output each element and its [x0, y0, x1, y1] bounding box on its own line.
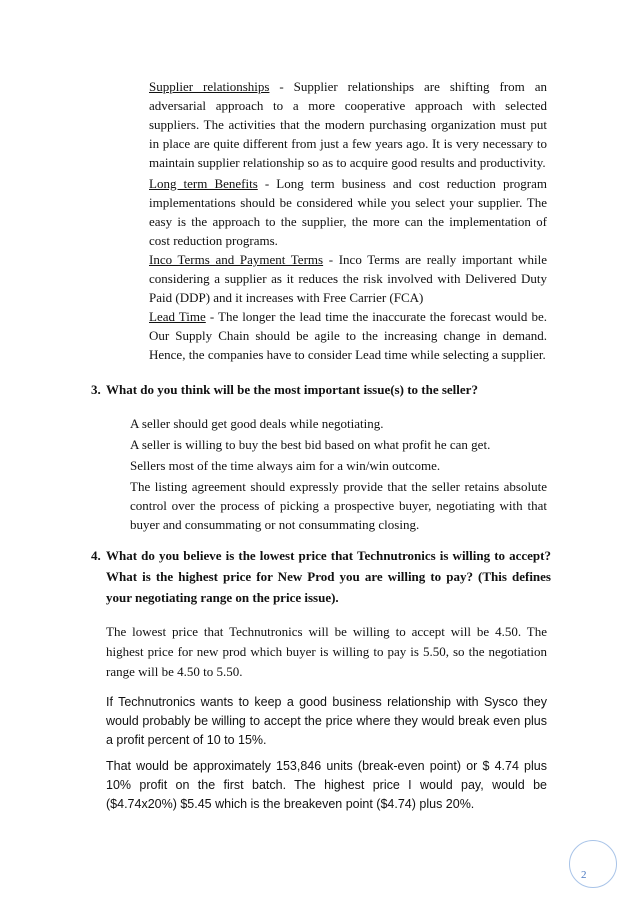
list-item-text: Sellers most of the time always aim for a win/win outcome.: [130, 458, 441, 473]
list-item-text: [149, 174, 547, 250]
term-description: Long term business and cost reduction program implementations should be considered while you select your supplier. The easy is the approach to the supplier, the more can the implementation of cost reduction programs.: [149, 176, 547, 248]
answer-paragraph-3: That would be approximately 153,846 units (break-even point) or $ 4.74 plus 10% profit on the first batch. The highest price I would pay, would be ($4.74x20%) $5.45 which is the breakeven point ($4.74) plus 20%.: [106, 759, 547, 811]
answer-paragraph-2: If Technutronics wants to keep a good business relationship with Sysco they would probably be willing to accept the price where they would break even plus a profit percent of 10 to 15%.: [106, 695, 547, 747]
term-label: Lead Time: [149, 309, 206, 324]
list-item-text: [149, 250, 547, 307]
term-label: Inco Terms and Payment Terms: [149, 252, 324, 267]
term-description: Inco Terms are really important while considering a supplier as it reduces the risk involved with Delivered Duty Paid (DDP) and it increases with Free Carrier (FCA): [149, 252, 548, 305]
question-4-heading: [91, 545, 551, 608]
page-number: 2: [581, 869, 587, 881]
question-number: 4.: [91, 548, 101, 563]
separator: -: [269, 79, 294, 94]
question-text: What do you believe is the lowest price that Technutronics is willing to accept? What is the highest price for New Prod you are willing to pay? (This defines your negotiating range on the price issue).: [106, 548, 551, 605]
term-description: The longer the lead time the inaccurate the forecast would be. Our Supply Chain should be agile to the increasing change in demand. Hence, the companies have to consider Lead time while selecting a supplier.: [149, 309, 547, 362]
page-number-circle: [569, 840, 617, 888]
list-item-text: The listing agreement should expressly provide that the seller retains absolute control over the process of picking a prospective buyer, negotiating with that buyer and consummating or not consummating closing.: [130, 479, 547, 532]
answer-paragraph-1: The lowest price that Technutronics will be willing to accept will be 4.50. The highest price for new prod which buyer is willing to pay is 5.50, so the negotiation range will be 4.50 to 5.50.: [106, 624, 547, 679]
separator: -: [257, 176, 277, 191]
separator: -: [323, 252, 339, 267]
list-item-text: [149, 307, 547, 364]
question-3-heading: [91, 379, 551, 400]
question-text: What do you think will be the most important issue(s) to the seller?: [106, 382, 478, 397]
separator: -: [205, 309, 219, 324]
term-description: Supplier relationships are shifting from an adversarial approach to a more cooperative approach with selected suppliers. The activities that the modern purchasing organization must put in place are quite different from just a few years ago. It is very necessary to maintain supplier relationship so as to acquire good results and productivity.: [149, 79, 547, 170]
list-item-text: A seller should get good deals while negotiating.: [130, 416, 384, 431]
term-label: Supplier relationships: [149, 79, 270, 94]
term-label: Long term Benefits: [149, 176, 258, 191]
list-item-text: A seller is willing to buy the best bid based on what profit he can get.: [130, 437, 491, 452]
list-item-text: [149, 77, 547, 172]
question-number: 3.: [91, 382, 101, 397]
